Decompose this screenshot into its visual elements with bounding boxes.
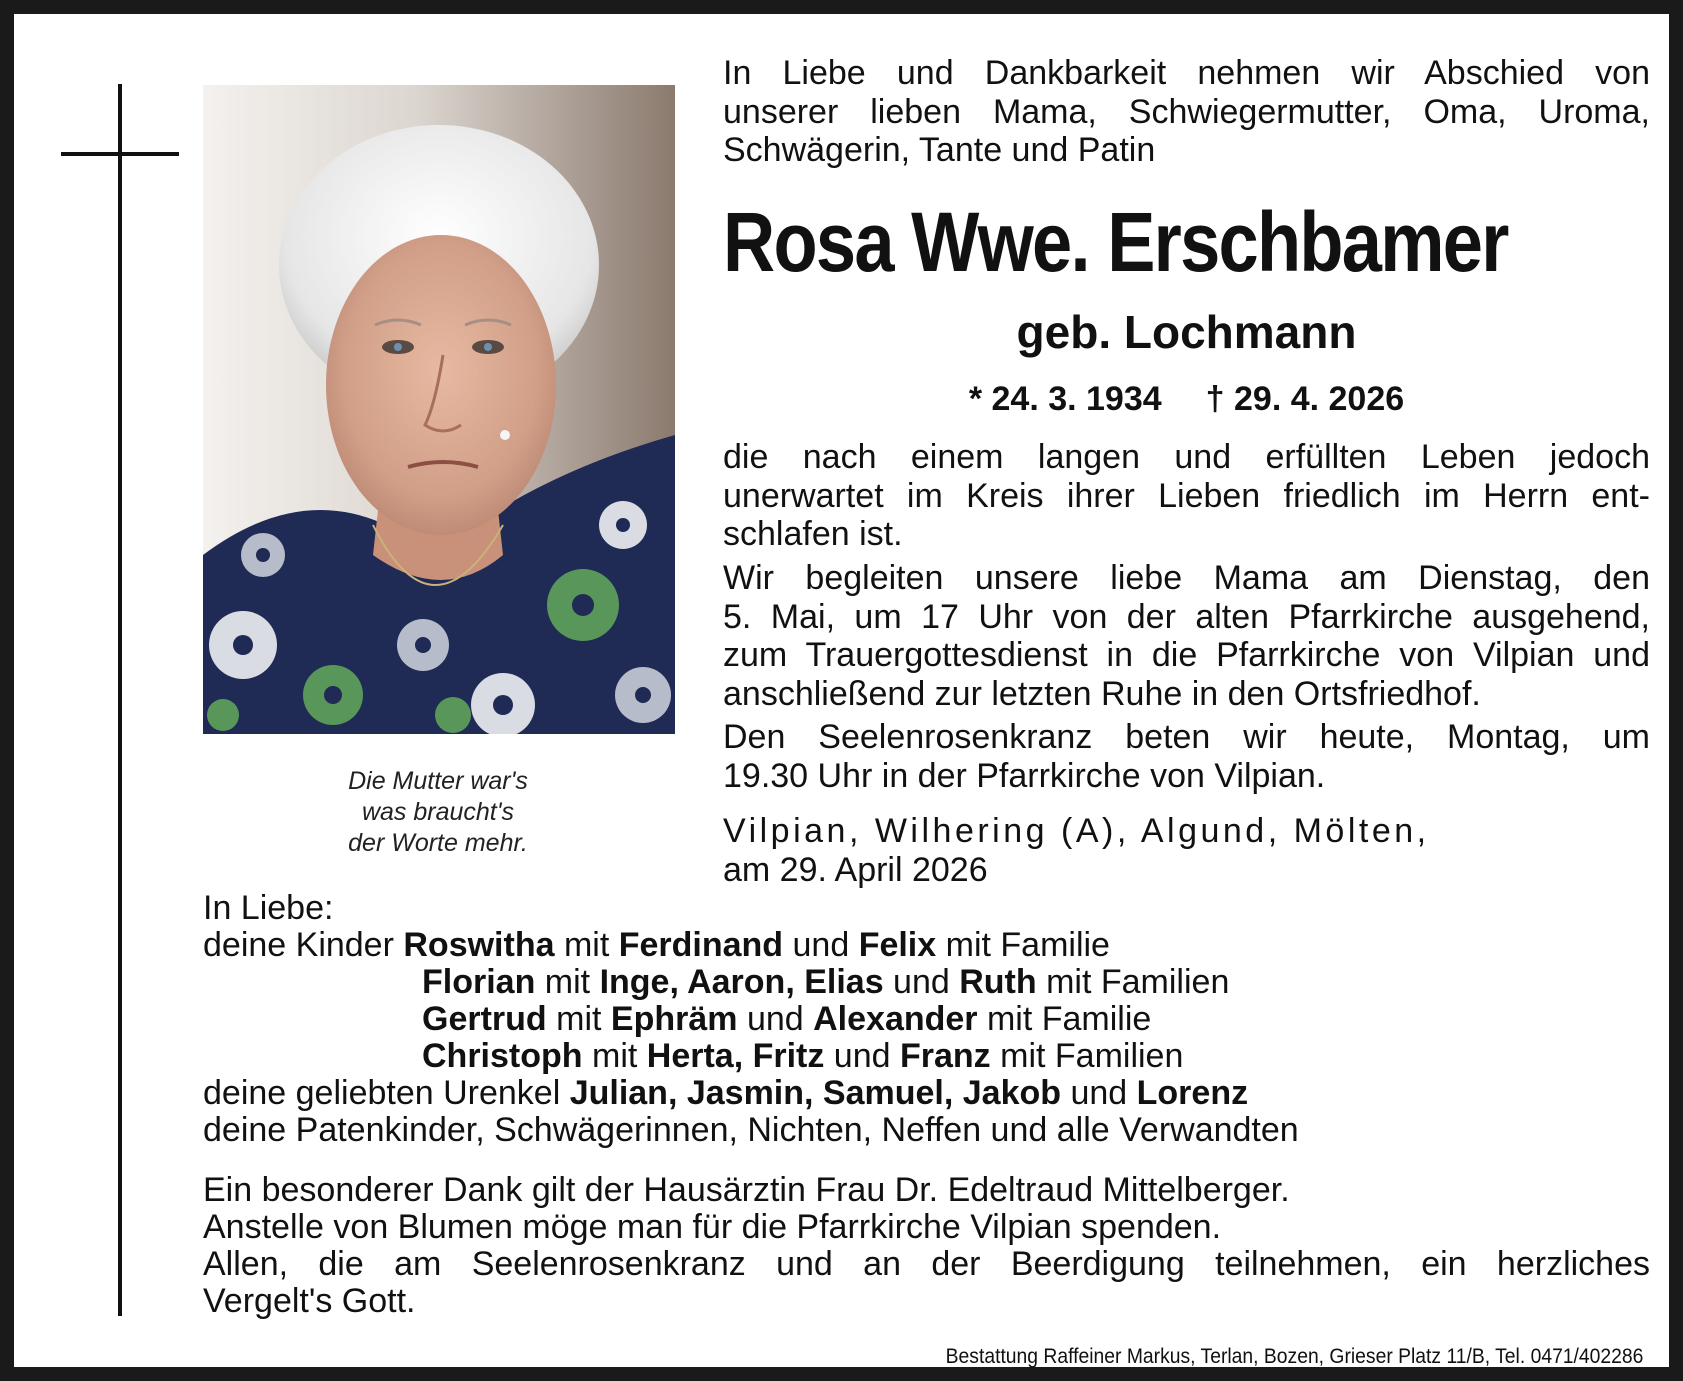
family-name: Alexander — [813, 1000, 978, 1038]
family-text: und — [783, 926, 859, 964]
family-text: mit — [554, 926, 619, 964]
family-text: deine Kinder — [203, 926, 404, 964]
paragraph-line: Den Seelenrosenkranz beten wir heute, Montag, um — [723, 718, 1650, 756]
family-text: mit — [535, 963, 600, 1001]
family-name: Lorenz — [1136, 1074, 1249, 1112]
thanks-line: Vergelt's Gott. — [203, 1282, 416, 1320]
family-list — [203, 890, 1653, 1149]
birth-date: * 24. 3. 1934 — [968, 380, 1162, 418]
paragraph-line: zum Trauergottesdienst in die Pfarrkirche von Vilpian und — [723, 636, 1650, 674]
paragraph-line: die nach einem langen und erfüllten Leben jedoch — [723, 438, 1650, 476]
family-name: Christoph — [422, 1037, 583, 1075]
place-line: Vilpian, Wilhering (A), Algund, Mölten, — [723, 812, 1430, 850]
family-name: Felix — [858, 926, 937, 964]
deceased-name: Rosa Wwe. Erschbamer — [723, 195, 1508, 289]
paragraph-line: anschließend zur letzten Ruhe in den Ortsfriedhof. — [723, 674, 1481, 713]
paragraph-passing — [723, 438, 1650, 554]
family-row — [203, 1038, 1653, 1075]
family-text: und — [1061, 1074, 1137, 1112]
paragraph-funeral — [723, 559, 1650, 713]
family-row — [203, 1001, 1653, 1038]
intro-line: unserer lieben Mama, Schwiegermutter, Oma, Uroma, — [723, 92, 1650, 131]
intro-line: Schwägerin, Tante und Patin — [723, 131, 1156, 169]
paragraph-line: 5. Mai, um 17 Uhr von der alten Pfarrkirche ausgehend, — [723, 597, 1650, 636]
paragraph-line: unerwartet im Kreis ihrer Lieben friedlich im Herrn ent- — [723, 476, 1650, 515]
family-text: mit Familie — [977, 1000, 1152, 1038]
family-name: Herta, Fritz — [646, 1037, 825, 1075]
family-name: Ruth — [959, 963, 1037, 1001]
family-text: und — [737, 1000, 814, 1038]
intro-line: In Liebe und Dankbarkeit nehmen wir Abschied von — [723, 54, 1650, 92]
thanks-line: Allen, die am Seelenrosenkranz und an der Beerdigung teilnehmen, ein herzliches — [203, 1245, 1650, 1283]
family-name: Gertrud — [422, 1000, 547, 1038]
thanks-line: Ein besonderer Dank gilt der Hausärztin Frau Dr. Edeltraud Mittelberger. — [203, 1171, 1290, 1209]
family-text: mit — [546, 1000, 611, 1038]
family-row: deine Patenkinder, Schwägerinnen, Nichten, Neffen und alle Verwandten — [203, 1111, 1299, 1149]
family-name: Ephräm — [610, 1000, 738, 1038]
portrait-illustration — [203, 85, 675, 734]
family-text: deine geliebten Urenkel — [203, 1074, 570, 1112]
family-text: mit Familien — [1036, 963, 1230, 1001]
family-text: mit — [582, 1037, 647, 1075]
maiden-name: geb. Lochmann — [1016, 306, 1357, 358]
cross-icon-vertical — [118, 84, 122, 1316]
family-row — [203, 927, 1653, 964]
family-row — [203, 1075, 1653, 1112]
motto-line: der Worte mehr. — [348, 829, 528, 857]
family-name: Florian — [422, 963, 536, 1001]
family-row — [203, 964, 1653, 1001]
paragraph-line: schlafen ist. — [723, 515, 903, 553]
family-name: Inge, Aaron, Elias — [599, 963, 884, 1001]
family-text: und — [824, 1037, 900, 1075]
portrait-photo — [203, 85, 675, 734]
family-name: Julian, Jasmin, Samuel, Jakob — [569, 1074, 1062, 1112]
intro-text — [723, 54, 1650, 170]
paragraph-line: Wir begleiten unsere liebe Mama am Dienstag, den — [723, 559, 1650, 597]
family-name: Ferdinand — [618, 926, 784, 964]
family-text: und — [883, 963, 960, 1001]
motto-line: was braucht's — [361, 798, 515, 826]
cross-icon-horizontal — [61, 152, 179, 156]
thanks-line: Anstelle von Blumen möge man für die Pfarrkirche Vilpian spenden. — [203, 1208, 1222, 1246]
date-line: am 29. April 2026 — [723, 850, 988, 889]
paragraph-line: 19.30 Uhr in der Pfarrkirche von Vilpian. — [723, 756, 1326, 795]
motto-line: Die Mutter war's — [348, 767, 528, 795]
family-text: mit Familien — [990, 1037, 1184, 1075]
funeral-home-footer: Bestattung Raffeiner Markus, Terlan, Bozen, Grieser Platz 11/B, Tel. 0471/402286 — [945, 1345, 1643, 1368]
family-name: Roswitha — [403, 926, 555, 964]
family-heading: In Liebe: — [203, 889, 334, 927]
family-name: Franz — [899, 1037, 991, 1075]
family-text: mit Familie — [936, 926, 1110, 964]
life-dates — [723, 378, 1650, 420]
paragraph-rosary — [723, 718, 1650, 795]
death-date: † 29. 4. 2026 — [1205, 380, 1405, 418]
motto-quote — [268, 766, 608, 859]
place-and-date — [723, 812, 1650, 889]
thanks-text — [203, 1172, 1650, 1320]
